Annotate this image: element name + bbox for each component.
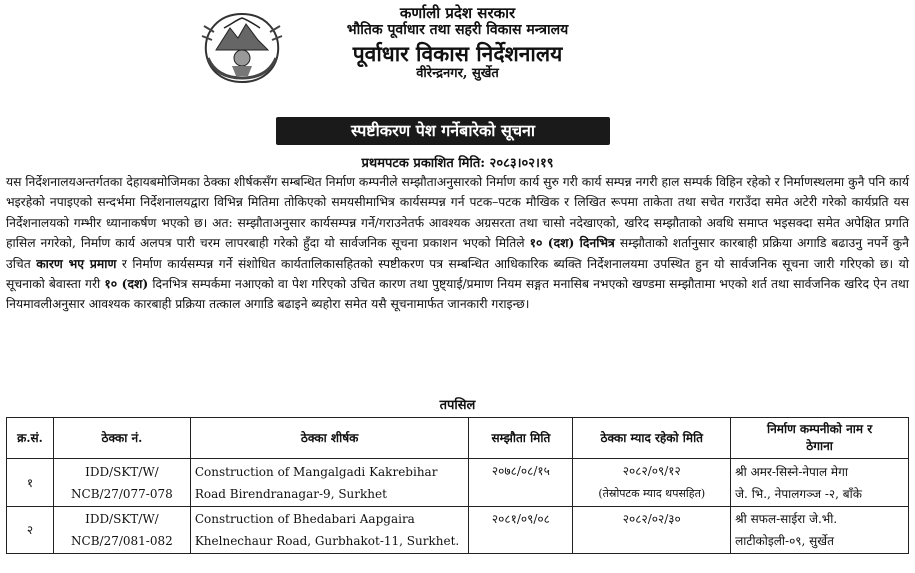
header-agreement-date: सम्झौता मिति — [469, 418, 573, 459]
cell-serial: २ — [7, 507, 54, 554]
body-part-3: र निर्माण कार्यसम्पन्न गर्ने संशोधित कार्यतालिकासहितको स्पष्टीकरण पत्र सम्बन्धित आधिकारिक ब्यक्ति निर्देशनालयमा उपस्थित हुन यो सार्वजनिक सूचना जारी गरिएको छ। यो सूचनाको बेवास्ता गरी — [6, 256, 909, 292]
cell-serial: १ — [7, 459, 54, 507]
header-contract-no: ठेक्का नं. — [53, 418, 190, 459]
province-government: कर्णाली प्रदेश सरकार — [399, 4, 516, 22]
body-bold-deadline: १० (दश) दिनभित्र — [529, 235, 615, 251]
table-row — [7, 507, 909, 554]
letterhead — [0, 4, 915, 82]
body-part-1: यस निर्देशनालयअन्तर्गतका देहायबमोजिमका ठेक्का शीर्षकसँग सम्बन्धित निर्माण कम्पनीले सम्झौताअनुसारको निर्माण कार्य सुरु गरी कार्य सम्पन्न नगरी हाल सम्पर्क विहिन रहेको र निर्माणस्थलमा कुनै पनि कार्य भइरहेको नपाइएको सन्दर्भमा निर्देशनालयद्वारा विभिन्न मितिमा तोकिएको समयसीमाभित्र कार्यसम्पन्न गर्न पटक–पटक मौखिक र लिखित रूपमा ताकेता तथा सचेत गराउँदा समेत अटेरी गरेको कार्यप्रति यस निर्देशनालयको गम्भीर ध्यानाकर्षण भएको छ। अत: सम्झौताअनुसार कार्यसम्पन्न गर्ने/गराउनेतर्फ आवश्यक अग्रसरता तथा चासो नदेखाएको, खरिद सम्झौताको अवधि समाप्त भइसक्दा समेत अपेक्षित प्रगति हासिल नगरेको, निर्माण कार्य अलपत्र पारी चरम लापरबाही गरेको हुँदा यो सार्वजनिक सूचना प्रकाशन भएको मितिले — [6, 175, 909, 251]
details-heading: तपसिल — [439, 398, 476, 413]
directorate-name: पूर्वाधार विकास निर्देशनालय — [352, 40, 563, 66]
cell-agreement-date: २०७८/०८/१५ — [469, 459, 573, 507]
cell-deadline: २०८२/०२/३० — [573, 507, 731, 554]
body-bold-days: १० (दश) — [104, 276, 149, 292]
table-header-row — [7, 418, 909, 459]
body-bold-reason: कारण भए प्रमाण — [36, 255, 117, 271]
contracts-table — [6, 417, 909, 554]
header-contract-title: ठेक्का शीर्षक — [190, 418, 469, 459]
office-location: वीरेन्द्रनगर, सुर्खेत — [416, 65, 499, 81]
cell-deadline: २०८२/०९/१२ (तेस्रोपटक म्याद थपसहित) — [573, 459, 731, 507]
table-row — [7, 459, 909, 507]
header-serial: क्र.सं. — [7, 418, 54, 459]
ministry-name: भौतिक पूर्वाधार तथा सहरी विकास मन्त्रालय — [346, 22, 569, 38]
body-part-2: सम्झौताको शर्तानुसार कारबाही प्रक्रिया अगाडि बढाउनु नपर्ने कुनै उचित — [6, 236, 909, 271]
cell-company: श्री अमर-सिस्ने-नेपाल मेगा जे. भि., नेपालगञ्ज -२, बाँके — [731, 459, 909, 507]
header-deadline: ठेक्का म्याद रहेको मिति — [573, 418, 731, 459]
published-date: प्रथमपटक प्रकाशित मिति: २०८३।०२।१९ — [361, 156, 554, 171]
cell-agreement-date: २०८१/०९/०८ — [469, 507, 573, 554]
cell-contract-title: Construction of Mangalgadi Kakrebihar Road Birendranagar-9, Surkhet — [190, 459, 469, 507]
cell-contract-no: IDD/SKT/W/ NCB/27/081-082 — [53, 507, 190, 554]
cell-contract-title: Construction of Bhedabari Aapgaira Khelnechaur Road, Gurbhakot-11, Surkhet. — [190, 507, 469, 554]
notice-body — [6, 172, 909, 315]
cell-contract-no: IDD/SKT/W/ NCB/27/077-078 — [53, 459, 190, 507]
header-company: निर्माण कम्पनीको नाम र ठेगाना — [731, 418, 909, 459]
notice-title: स्पष्टीकरण पेश गर्नेबारेको सूचना — [276, 117, 610, 145]
body-part-4: दिनभित्र सम्पर्कमा नआएको वा पेश गरिएको उचित कारण तथा पुष्ट्याई/प्रमाण नियम सङ्गत मनासिब नभएको खण्डमा सम्झौतामा भएको शर्त तथा सार्वजनिक खरिद ऐन तथा नियमावलीअनुसार आवश्यक कारबाही प्रक्रिया तत्काल अगाडि बढाइने ब्यहोरा समेत यसै सूचनामार्फत जानकारी गराइन्छ। — [6, 277, 909, 312]
cell-company: श्री सफल-साईरा जे.भी. लाटीकोइली-०९, सुर्खेत — [731, 507, 909, 554]
